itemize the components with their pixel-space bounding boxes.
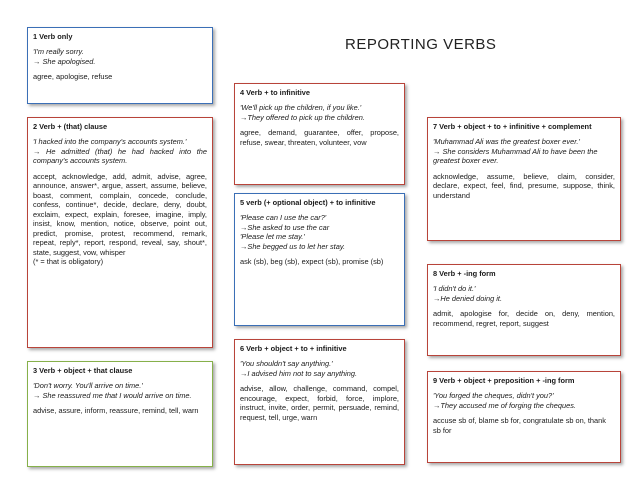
box-verb-list: advise, assure, inform, reassure, remind, tell, warn (33, 406, 199, 416)
example-report: →He denied doing it. (433, 293, 503, 303)
example-quote: 'Please let me stay.' (240, 232, 305, 242)
box-verb-to-infinitive (234, 83, 405, 185)
box-example (240, 213, 399, 251)
box-example (433, 137, 615, 165)
box-verb-list: acknowledge, assume, believe, claim, consider, declare, expect, feel, find, presume, suppose, think, understand (433, 171, 615, 200)
example-report: →They offered to pick up the children. (240, 112, 365, 122)
example-quote: 'Please can I use the car?' (240, 213, 327, 223)
box-verb-object-that-clause (27, 361, 213, 467)
example-report: → She considers Muhammad Ali to have been the greatest boxer ever. (433, 146, 598, 166)
box-verb-that-clause (27, 117, 213, 348)
example-report: →I advised him not to say anything. (240, 368, 358, 378)
box-example (33, 137, 207, 165)
box-verb-object-preposition-ing (427, 371, 621, 463)
box-verb-list: accept, acknowledge, add, admit, advise, agree, announce, answer*, argue, assert, assume, believe, boast, comment, complain, concede, conclude, confess, continue*, decide, declare, deny, doubt, exclaim, expect, explain, foresee, imagine, imply, insist, know, mention, notice, observe, point out, predict, promise, protest, recommend, remark, repeat, reply*, report, respond, reveal, say, shout*, state, suggest, vow, whisper (33, 171, 207, 257)
box-verb-list: ask (sb), beg (sb), expect (sb), promise (sb) (240, 257, 384, 267)
arrow-right-icon: → (433, 293, 441, 303)
box-heading: 5 verb (+ optional object) + to infinitive (240, 198, 376, 207)
arrow-right-icon: → (33, 390, 41, 400)
page-title: REPORTING VERBS (345, 36, 497, 53)
example-report: →She asked to use the car (240, 222, 330, 232)
example-quote: 'You forged the cheques, didn't you?' (433, 391, 554, 401)
arrow-right-icon: → (240, 241, 248, 251)
box-heading: 2 Verb + (that) clause (33, 122, 108, 131)
example-quote: 'I hacked into the company's accounts system.' (33, 137, 187, 147)
example-quote: 'We'll pick up the children, if you like.' (240, 103, 362, 113)
example-report: → She apologised. (33, 56, 96, 66)
box-example (33, 381, 207, 400)
box-verb-list: agree, apologise, refuse (33, 72, 113, 82)
box-verb-ing-form (427, 264, 621, 356)
box-note: (* = that is obligatory) (33, 257, 104, 267)
example-quote: 'Muhammad Ali was the greatest boxer ever.' (433, 137, 580, 147)
arrow-right-icon: → (433, 146, 441, 156)
box-heading: 9 Verb + object + preposition + -ing form (433, 376, 575, 385)
box-verb-optional-object-to-infinitive (234, 193, 405, 326)
box-example (33, 47, 207, 66)
box-example (240, 103, 399, 122)
arrow-right-icon: → (33, 56, 41, 66)
box-heading: 3 Verb + object + that clause (33, 366, 133, 375)
arrow-right-icon: → (433, 400, 441, 410)
box-example (240, 359, 399, 378)
example-quote: 'You shouldn't say anything.' (240, 359, 333, 369)
arrow-right-icon: → (240, 222, 248, 232)
box-heading: 4 Verb + to infinitive (240, 88, 311, 97)
arrow-right-icon: → (240, 368, 248, 378)
box-example (433, 391, 615, 410)
example-report: →They accused me of forging the cheques. (433, 400, 576, 410)
box-heading: 6 Verb + object + to + infinitive (240, 344, 347, 353)
example-report: → She reassured me that I would arrive on time. (33, 390, 192, 400)
box-verb-list: admit, apologise for, decide on, deny, mention, recommend, regret, report, suggest (433, 309, 615, 328)
arrow-right-icon: → (33, 146, 41, 156)
arrow-right-icon: → (240, 112, 248, 122)
box-heading: 7 Verb + object + to + infinitive + complement (433, 122, 592, 131)
example-quote: 'Don't worry. You'll arrive on time.' (33, 381, 143, 391)
box-verb-object-to-infinitive (234, 339, 405, 465)
example-quote: 'I didn't do it.' (433, 284, 476, 294)
box-verb-list: accuse sb of, blame sb for, congratulate sb on, thank sb for (433, 416, 606, 435)
box-verb-list: advise, allow, challenge, command, compel, encourage, expect, forbid, force, implore, instruct, invite, order, permit, persuade, remind, request, tell, urge, warn (240, 384, 399, 422)
box-verb-object-infinitive-complement (427, 117, 621, 241)
box-verb-only (27, 27, 213, 104)
example-report: →She begged us to let her stay. (240, 241, 346, 251)
box-example (433, 284, 615, 303)
box-verb-list: agree, demand, guarantee, offer, propose, refuse, swear, threaten, volunteer, vow (240, 128, 399, 147)
example-quote: 'I'm really sorry. (33, 47, 84, 57)
box-heading: 1 Verb only (33, 32, 73, 41)
box-heading: 8 Verb + -ing form (433, 269, 496, 278)
example-report: → He admitted (that) he had hacked into the company's accounts system. (33, 146, 207, 166)
